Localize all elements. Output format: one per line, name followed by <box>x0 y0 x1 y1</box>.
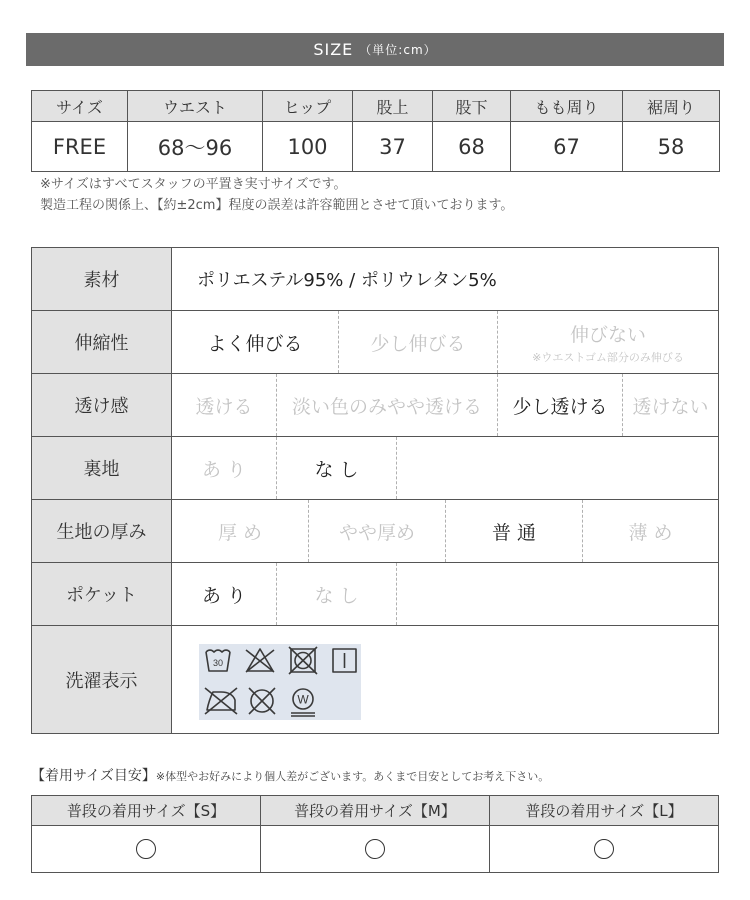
laundry-symbols <box>199 644 361 720</box>
fit-circle-icon <box>365 839 385 859</box>
spec-table <box>31 247 719 734</box>
size-title: SIZE <box>313 40 354 59</box>
note-line: ※サイズはすべてスタッフの平置き実寸サイズです。 <box>40 177 347 192</box>
no-tumble-dry-icon <box>289 647 317 674</box>
material-value: ポリエステル95% / ポリウレタン5% <box>197 270 497 291</box>
option-selected: 普 通 <box>446 500 583 562</box>
value-size: FREE <box>32 122 128 172</box>
guide-header-s: 普段の着用サイズ【S】 <box>32 796 261 826</box>
option: 伸びない ※ウエストゴム部分のみ伸びる <box>532 323 684 364</box>
spec-row-material <box>32 248 718 311</box>
guide-note: ※体型やお好みにより個人差がございます。あくまで目安としてお考え下さい。 <box>155 770 550 783</box>
option: やや厚め <box>309 500 446 562</box>
option: 薄 め <box>628 521 673 544</box>
note-line: 製造工程の関係上、【約±2cm】程度の誤差は許容範囲とさせて頂いております。 <box>40 198 514 213</box>
spec-row-laundry <box>32 626 718 733</box>
value-waist: 68〜96 <box>128 122 263 172</box>
svg-text:30: 30 <box>212 658 224 668</box>
option: 少し伸びる <box>339 311 498 373</box>
spec-label: 裏地 <box>32 437 172 499</box>
option: 厚 め <box>172 500 309 562</box>
spec-label: 透け感 <box>32 374 172 436</box>
spec-row-sheer <box>32 374 718 437</box>
header-hip: ヒップ <box>263 91 353 122</box>
option-selected: あ り <box>172 563 277 625</box>
value-hem: 58 <box>623 122 720 172</box>
value-thigh: 67 <box>511 122 623 172</box>
guide-cell-l <box>490 826 719 873</box>
guide-cell-s <box>32 826 261 873</box>
size-guide-table <box>31 795 719 873</box>
spec-row-stretch <box>32 311 718 374</box>
guide-header-l: 普段の着用サイズ【L】 <box>490 796 719 826</box>
guide-title: 【着用サイズ目安】 <box>31 768 156 784</box>
value-hip: 100 <box>263 122 353 172</box>
size-table-header <box>32 91 720 122</box>
size-notes <box>40 174 513 216</box>
option: 淡い色のみやや透ける <box>277 374 498 436</box>
fit-circle-icon <box>594 839 614 859</box>
option-selected: よく伸びる <box>172 311 339 373</box>
spec-label: ポケット <box>32 563 172 625</box>
wet-clean-icon <box>291 689 315 716</box>
stretch-note: ※ウエストゴム部分のみ伸びる <box>532 350 684 364</box>
spec-label: 素材 <box>32 248 172 310</box>
header-hem: 裾周り <box>623 91 720 122</box>
spec-row-pocket <box>32 563 718 626</box>
option-selected: な し <box>277 437 397 499</box>
option: あ り <box>172 437 277 499</box>
svg-text:W: W <box>297 692 309 707</box>
size-banner <box>26 33 724 66</box>
guide-heading <box>31 765 549 785</box>
value-inseam: 68 <box>433 122 511 172</box>
size-table-row <box>32 122 720 172</box>
spec-label: 伸縮性 <box>32 311 172 373</box>
fit-circle-icon <box>136 839 156 859</box>
header-waist: ウエスト <box>128 91 263 122</box>
option: な し <box>277 563 397 625</box>
header-size: サイズ <box>32 91 128 122</box>
no-dry-clean-icon <box>249 688 275 714</box>
option: 透ける <box>172 374 277 436</box>
option: 透けない <box>632 395 709 418</box>
spec-label: 生地の厚み <box>32 500 172 562</box>
guide-header-m: 普段の着用サイズ【M】 <box>261 796 490 826</box>
no-iron-icon <box>205 688 237 714</box>
option-selected: 少し透ける <box>498 374 623 436</box>
wash-30-icon <box>206 650 230 671</box>
spec-row-thickness <box>32 500 718 563</box>
line-dry-icon <box>333 649 356 672</box>
spec-label: 洗濯表示 <box>32 626 172 733</box>
header-thigh: もも周り <box>511 91 623 122</box>
guide-header-row <box>32 796 719 826</box>
guide-value-row <box>32 826 719 873</box>
size-table <box>31 90 720 172</box>
size-unit: （単位:cm） <box>359 43 437 57</box>
header-rise: 股上 <box>353 91 433 122</box>
spec-row-lining <box>32 437 718 500</box>
no-bleach-icon <box>246 649 274 672</box>
guide-cell-m <box>261 826 490 873</box>
value-rise: 37 <box>353 122 433 172</box>
header-inseam: 股下 <box>433 91 511 122</box>
